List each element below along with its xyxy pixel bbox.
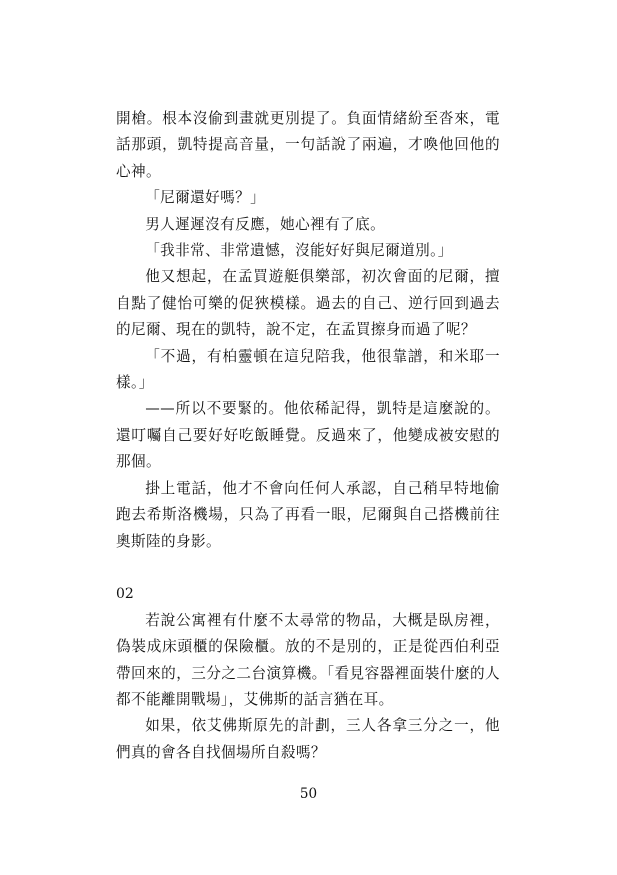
- paragraph: 若說公寓裡有什麼不太尋常的物品，大概是臥房裡，偽裝成床頭櫃的保險櫃。放的不是別的，正是從西伯利亞帶回來的，三分之二台演算機。「看見容器裡面裝什麼的人都不能離開戰場」，艾佛斯的話言猶在耳。: [116, 611, 500, 708]
- page-number: 50: [299, 786, 318, 802]
- paragraph: 男人遲遲沒有反應，她心裡有了底。: [145, 215, 386, 233]
- paragraph: 他又想起，在孟買遊艇俱樂部，初次會面的尼爾，擅自點了健怡可樂的促狹模樣。過去的自己、逆行回到過去的尼爾、現在的凱特，說不定，在孟買擦身而過了呢？: [116, 268, 500, 339]
- paragraph: 「我非常、非常遺憾，沒能好好與尼爾道別。」: [145, 242, 453, 260]
- paragraph: 「不過，有柏靈頓在這兒陪我，他很靠譜，和米耶一樣。」: [116, 347, 500, 392]
- paragraph: 「尼爾還好嗎？」: [145, 189, 266, 207]
- paragraph: 開槍。根本沒偷到畫就更別提了。負面情緒紛至沓來，電話那頭，凱特提高音量，一句話說了兩遍，才喚他回他的心神。: [116, 110, 500, 180]
- body-text: [116, 106, 500, 766]
- section-number: 02: [116, 586, 134, 603]
- paragraph: ——所以不要緊的。他依稀記得，凱特是這麼說的。還叮囑自己要好好吃飯睡覺。反過來了，他變成被安慰的那個。: [116, 400, 500, 471]
- paragraph: 如果，依艾佛斯原先的計劃，三人各拿三分之一，他們真的會各自找個場所自殺嗎？: [116, 717, 500, 761]
- paragraph: 掛上電話，他才不會向任何人承認，自己稍早特地偷跑去希斯洛機場，只為了再看一眼，尼爾與自己搭機前往奧斯陸的身影。: [116, 479, 500, 550]
